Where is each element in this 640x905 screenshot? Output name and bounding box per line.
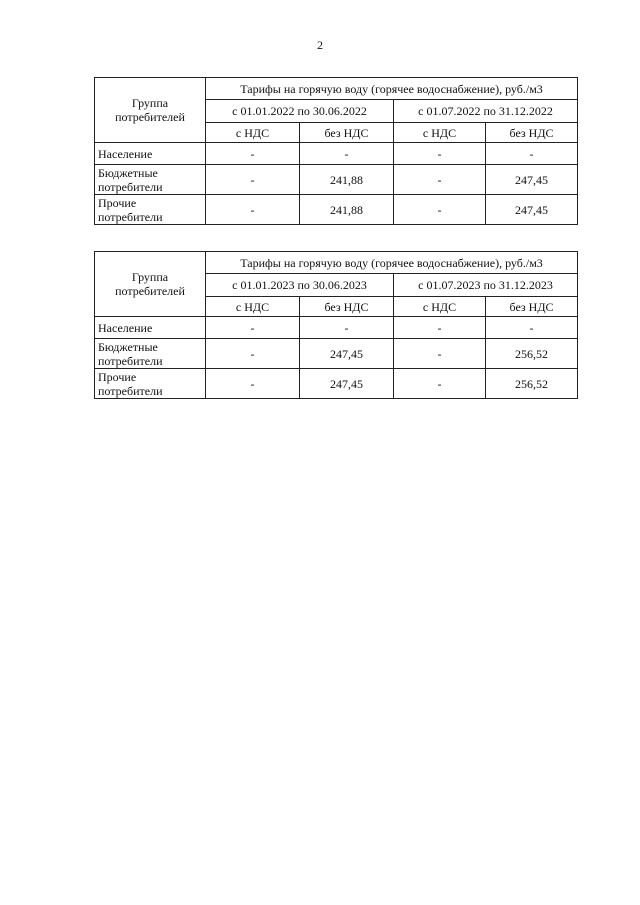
tariff-value: - (394, 143, 486, 165)
period-header: с 01.01.2023 по 30.06.2023 (206, 274, 394, 297)
period-header: с 01.07.2023 по 31.12.2023 (394, 274, 578, 297)
vat-column-header: без НДС (300, 123, 394, 143)
tariff-value: - (486, 143, 578, 165)
tariff-value: - (206, 339, 300, 369)
tariff-value: - (206, 165, 300, 195)
tariff-value: - (394, 165, 486, 195)
row-label: Прочие потребители (95, 369, 206, 399)
group-header-text: Группа потребителей (115, 270, 185, 298)
group-header-text: Группа потребителей (115, 96, 185, 124)
tariff-value: 256,52 (486, 369, 578, 399)
row-label: Прочие потребители (95, 195, 206, 225)
tariff-header-text: Тарифы на горячую воду (горячее водоснабжение), руб./м3 (240, 255, 543, 270)
group-header-cell (95, 78, 206, 143)
table-row (95, 165, 578, 195)
table-row (95, 369, 578, 399)
group-header-cell (95, 252, 206, 317)
vat-column-header: с НДС (394, 297, 486, 317)
vat-column-header: без НДС (486, 123, 578, 143)
tariff-value: - (206, 369, 300, 399)
row-label: Бюджетные потребители (95, 339, 206, 369)
row-label: Бюджетные потребители (95, 165, 206, 195)
tariff-header-cell (206, 252, 578, 274)
vat-column-header: с НДС (394, 123, 486, 143)
tariff-value: 247,45 (486, 195, 578, 225)
tariff-value: - (394, 339, 486, 369)
vat-column-header: с НДС (206, 297, 300, 317)
tariff-value: - (206, 143, 300, 165)
table-row (95, 339, 578, 369)
table-row (95, 317, 578, 339)
period-header: с 01.07.2022 по 31.12.2022 (394, 100, 578, 123)
page-number: 2 (317, 38, 323, 52)
tariff-value: - (394, 195, 486, 225)
table-row (95, 195, 578, 225)
tariff-value: 247,45 (300, 369, 394, 399)
tariff-value: - (206, 195, 300, 225)
tariff-value: 247,45 (300, 339, 394, 369)
vat-column-header: без НДС (300, 297, 394, 317)
tariff-value: 241,88 (300, 165, 394, 195)
table-row (95, 143, 578, 165)
vat-column-header: без НДС (486, 297, 578, 317)
row-label: Население (95, 143, 206, 165)
tariff-value: 256,52 (486, 339, 578, 369)
tariff-table-2022 (94, 77, 578, 225)
period-header: с 01.01.2022 по 30.06.2022 (206, 100, 394, 123)
tariff-value: - (300, 317, 394, 339)
tariff-value: - (300, 143, 394, 165)
tariff-header-text: Тарифы на горячую воду (горячее водоснабжение), руб./м3 (240, 81, 543, 96)
row-label: Население (95, 317, 206, 339)
tariff-value: 247,45 (486, 165, 578, 195)
tariff-header-cell (206, 78, 578, 100)
tariff-value: - (394, 369, 486, 399)
tariff-table-2023 (94, 251, 578, 399)
vat-column-header: с НДС (206, 123, 300, 143)
tariff-value: 241,88 (300, 195, 394, 225)
tariff-value: - (486, 317, 578, 339)
tariff-value: - (394, 317, 486, 339)
tariff-value: - (206, 317, 300, 339)
